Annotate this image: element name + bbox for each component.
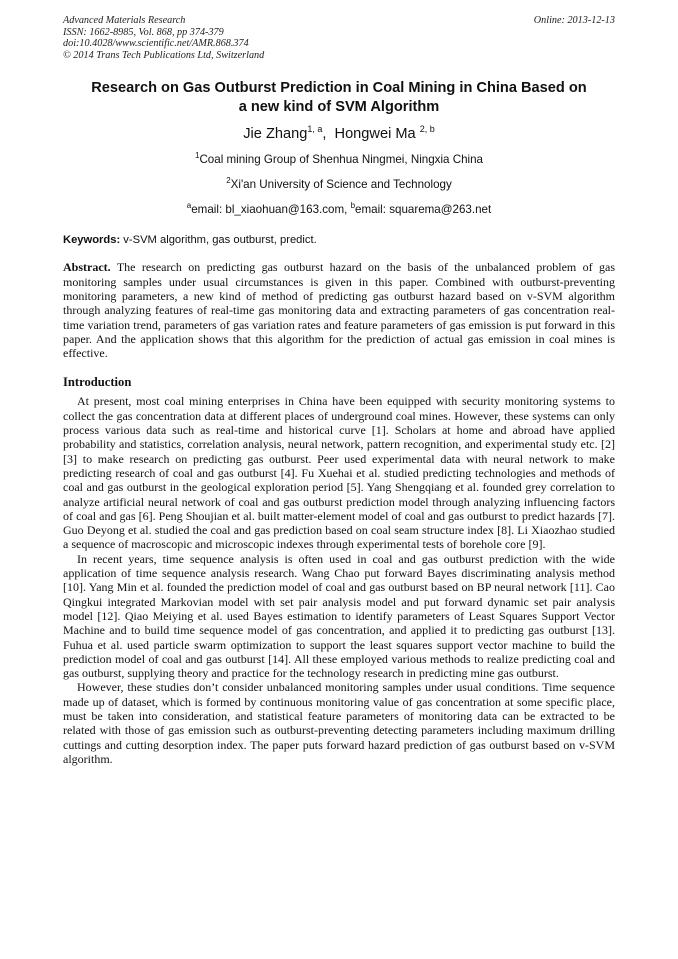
journal-header [63,15,615,61]
author-separator: , [322,126,335,143]
affiliation-1-superscript: 1 [194,151,200,161]
journal-name: Advanced Materials Research [63,15,186,26]
online-date: Online: 2013-12-13 [533,15,615,26]
author-name-1: Jie Zhang [243,126,308,143]
affiliation-1-text: Coal mining Group of Shenhua Ningmei, Ningxia China [199,153,483,167]
paper-title [63,79,615,117]
keywords-text: v-SVM algorithm, gas outburst, predict. [120,234,317,247]
introduction-paragraph-1: At present, most coal mining enterprises in China have been equipped with security monitoring systems to collect the gas concentration data at different places of underground coal mines. However, these systems can only process various data such as real-time and historical curve [1]. Scholars at home and abroad have applied probability and statistics, correlation analysis, neural network, pattern recognition, and experimental study etc. [2][3] to make research on predicting gas outburst. Peer used experimental data with neural network to make predicting research of coal and gas outburst [4]. Fu Xuehai et al. studied predicting technologies and methods of coal and gas outburst in the geological exploration period [5]. Yang Shengqiang et al. founded grey correlation to analyze artificial neural network of coal and gas outburst prediction model through analyzing influencing factors of coal and gas [6]. Peng Shoujian et al. built matter-element model of coal and gas outburst to predict hazards [7]. Guo Deyong et al. studied the coal and gas prediction based on coal seam structure index [8]. Li Xiaozhao studied a sequence of macroscopic and microscopic indexes through experimental tests of borehole core [9]. [63,394,615,552]
abstract-block [63,260,615,360]
email-line [63,195,615,220]
abstract-label: Abstract. [63,260,111,275]
email-a-text: email: bl_xiaohuan@163.com, [191,203,351,217]
affiliation-2-superscript: 2 [226,176,231,186]
keywords-label: Keywords: [63,234,121,247]
title-line-1: Research on Gas Outburst Prediction in Coal Mining in China Based on [91,80,587,97]
affiliation-1 [63,145,615,170]
author-list [63,118,615,145]
email-b-text: email: squarema@263.net [355,203,492,217]
email-b-superscript: b [350,201,356,211]
email-a-superscript: a [186,201,192,211]
issn-line: ISSN: 1662-8985, Vol. 868, pp 374-379 [63,26,224,38]
title-line-2: a new kind of SVM Algorithm [238,99,440,116]
keywords-line [63,233,615,247]
author-2-superscript: 2, b [419,124,435,135]
introduction-paragraph-3: However, these studies don’t consider unbalanced monitoring samples under usual conditions. Time sequence made up of dataset, which is formed by continuous monitoring value of gas concentration at some specific place, must be taken into consideration, and statistical feature parameters of monitoring data can be extracted to be related with those of gas emission such as outburst-preventing detecting parameters including maximum drilling cuttings and cutting desorption index. The paper puts forward hazard prediction of gas outburst based on v-SVM algorithm. [63,680,615,766]
affiliation-2 [63,170,615,195]
affiliation-2-text: Xi'an University of Science and Technology [230,178,452,192]
abstract-text: The research on predicting gas outburst hazard on the basis of the unbalanced problem of gas monitoring samples under usual circumstances is given in this paper. Combined with outburst-preventing monitoring parameters, a new kind of method of predicting gas outburst hazard based on v-SVM algorithm through analyzing features of real-time gas monitoring data and extracting parameters of gas concentration real-time variation trend, parameters of gas variation rates and feature parameters of gas emission is put forward in this paper. And the application shows that this algorithm for the prediction of actual gas emission in coal mines is effective. [63,260,615,361]
doi-line: doi:10.4028/www.scientific.net/AMR.868.374 [63,38,249,50]
author-1-superscript: 1, a [307,124,323,135]
introduction-heading: Introduction [63,375,132,390]
author-name-2: Hongwei Ma [334,126,416,143]
introduction-paragraph-2: In recent years, time sequence analysis is often used in coal and gas outburst prediction with the wide application of time sequence analysis research. Wang Chao put forward Bayes discriminating analysis method [10]. Yang Min et al. founded the prediction model of coal and gas outburst based on BP neural network [11]. Cao Qingkui integrated Markovian model with set pair analysis model and put forward dynamic set pair analysis model [12]. Qiao Meiying et al. used Bayes estimation to identify parameters of Least Squares Support Vector Machine and to build time sequence model of gas concentration, and applied it to predicting gas outburst [13]. Fuhua et al. used particle swarm optimization to support the least squares support vector machine to build the prediction model of coal and gas outburst [14]. All these employed various methods to realize predicting coal and gas outburst, supplying theory and practice for the technology research in predicting mine gas outburst. [63,551,615,681]
copyright-line: © 2014 Trans Tech Publications Ltd, Switzerland [63,49,265,61]
